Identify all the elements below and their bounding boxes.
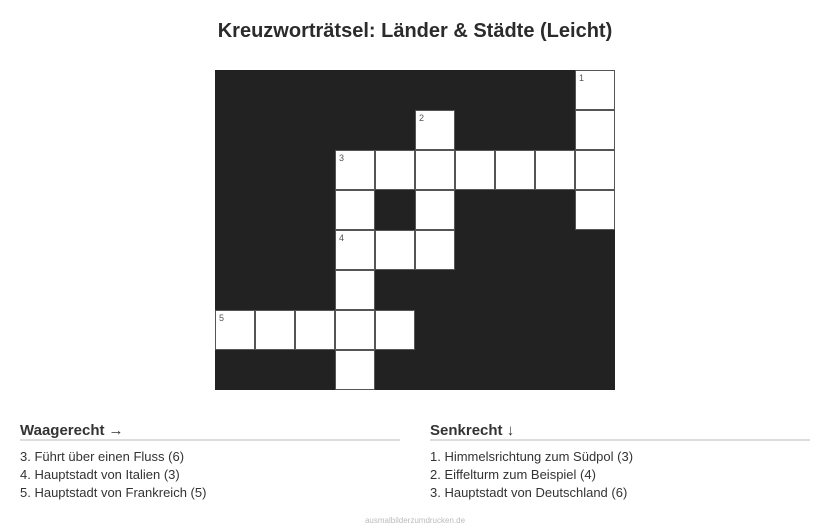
- across-clue: 3. Führt über einen Fluss (6): [20, 449, 185, 464]
- crossword-cell[interactable]: [335, 190, 375, 230]
- clue-number: 1: [579, 73, 585, 83]
- down-clue-list: [430, 448, 810, 502]
- footer-watermark: ausmalbilderzumdrucken.de: [364, 516, 466, 525]
- crossword-cell[interactable]: [375, 310, 415, 350]
- clue-number: 4: [339, 233, 345, 243]
- crossword-cell[interactable]: [575, 190, 615, 230]
- crossword-cell[interactable]: [375, 230, 415, 270]
- crossword-grid: [215, 70, 615, 390]
- down-clues: [430, 422, 810, 502]
- crossword-cell[interactable]: [335, 270, 375, 310]
- crossword-cell[interactable]: [415, 110, 455, 150]
- crossword-cell[interactable]: [255, 310, 295, 350]
- crossword-cell[interactable]: [335, 310, 375, 350]
- right-arrow-icon: →: [108, 422, 124, 439]
- crossword-cell[interactable]: [455, 150, 495, 190]
- across-clue: 4. Hauptstadt von Italien (3): [20, 467, 180, 482]
- crossword-cell[interactable]: [335, 150, 375, 190]
- down-clue: 3. Hauptstadt von Deutschland (6): [430, 485, 628, 500]
- down-heading: [430, 422, 810, 441]
- clue-number: 3: [339, 153, 345, 163]
- crossword-cell[interactable]: [335, 230, 375, 270]
- clue-number: 2: [419, 113, 425, 123]
- down-heading-label: Senkrecht: [430, 422, 503, 439]
- puzzle-title: Kreuzworträtsel: Länder & Städte (Leicht): [217, 20, 613, 42]
- crossword-cell[interactable]: [215, 310, 255, 350]
- crossword-cell[interactable]: [295, 310, 335, 350]
- crossword-cell[interactable]: [575, 150, 615, 190]
- across-heading-label: Waagerecht: [20, 422, 105, 439]
- crossword-cell[interactable]: [535, 150, 575, 190]
- down-clue: 2. Eiffelturm zum Beispiel (4): [430, 467, 596, 482]
- crossword-cell[interactable]: [415, 190, 455, 230]
- crossword-cell[interactable]: [415, 150, 455, 190]
- crossword-cell[interactable]: [575, 110, 615, 150]
- crossword-cell[interactable]: [335, 350, 375, 390]
- crossword-cell[interactable]: [575, 70, 615, 110]
- down-clue: 1. Himmelsrichtung zum Südpol (3): [430, 449, 634, 464]
- across-clue-list: [20, 448, 400, 502]
- crossword-cell[interactable]: [415, 230, 455, 270]
- crossword-cell[interactable]: [495, 150, 535, 190]
- across-clues: [20, 422, 400, 502]
- across-heading: [20, 422, 400, 441]
- across-clue: 5. Hauptstadt von Frankreich (5): [20, 485, 207, 500]
- clue-number: 5: [219, 313, 225, 323]
- crossword-cell[interactable]: [375, 150, 415, 190]
- down-arrow-icon: ↓: [506, 422, 515, 439]
